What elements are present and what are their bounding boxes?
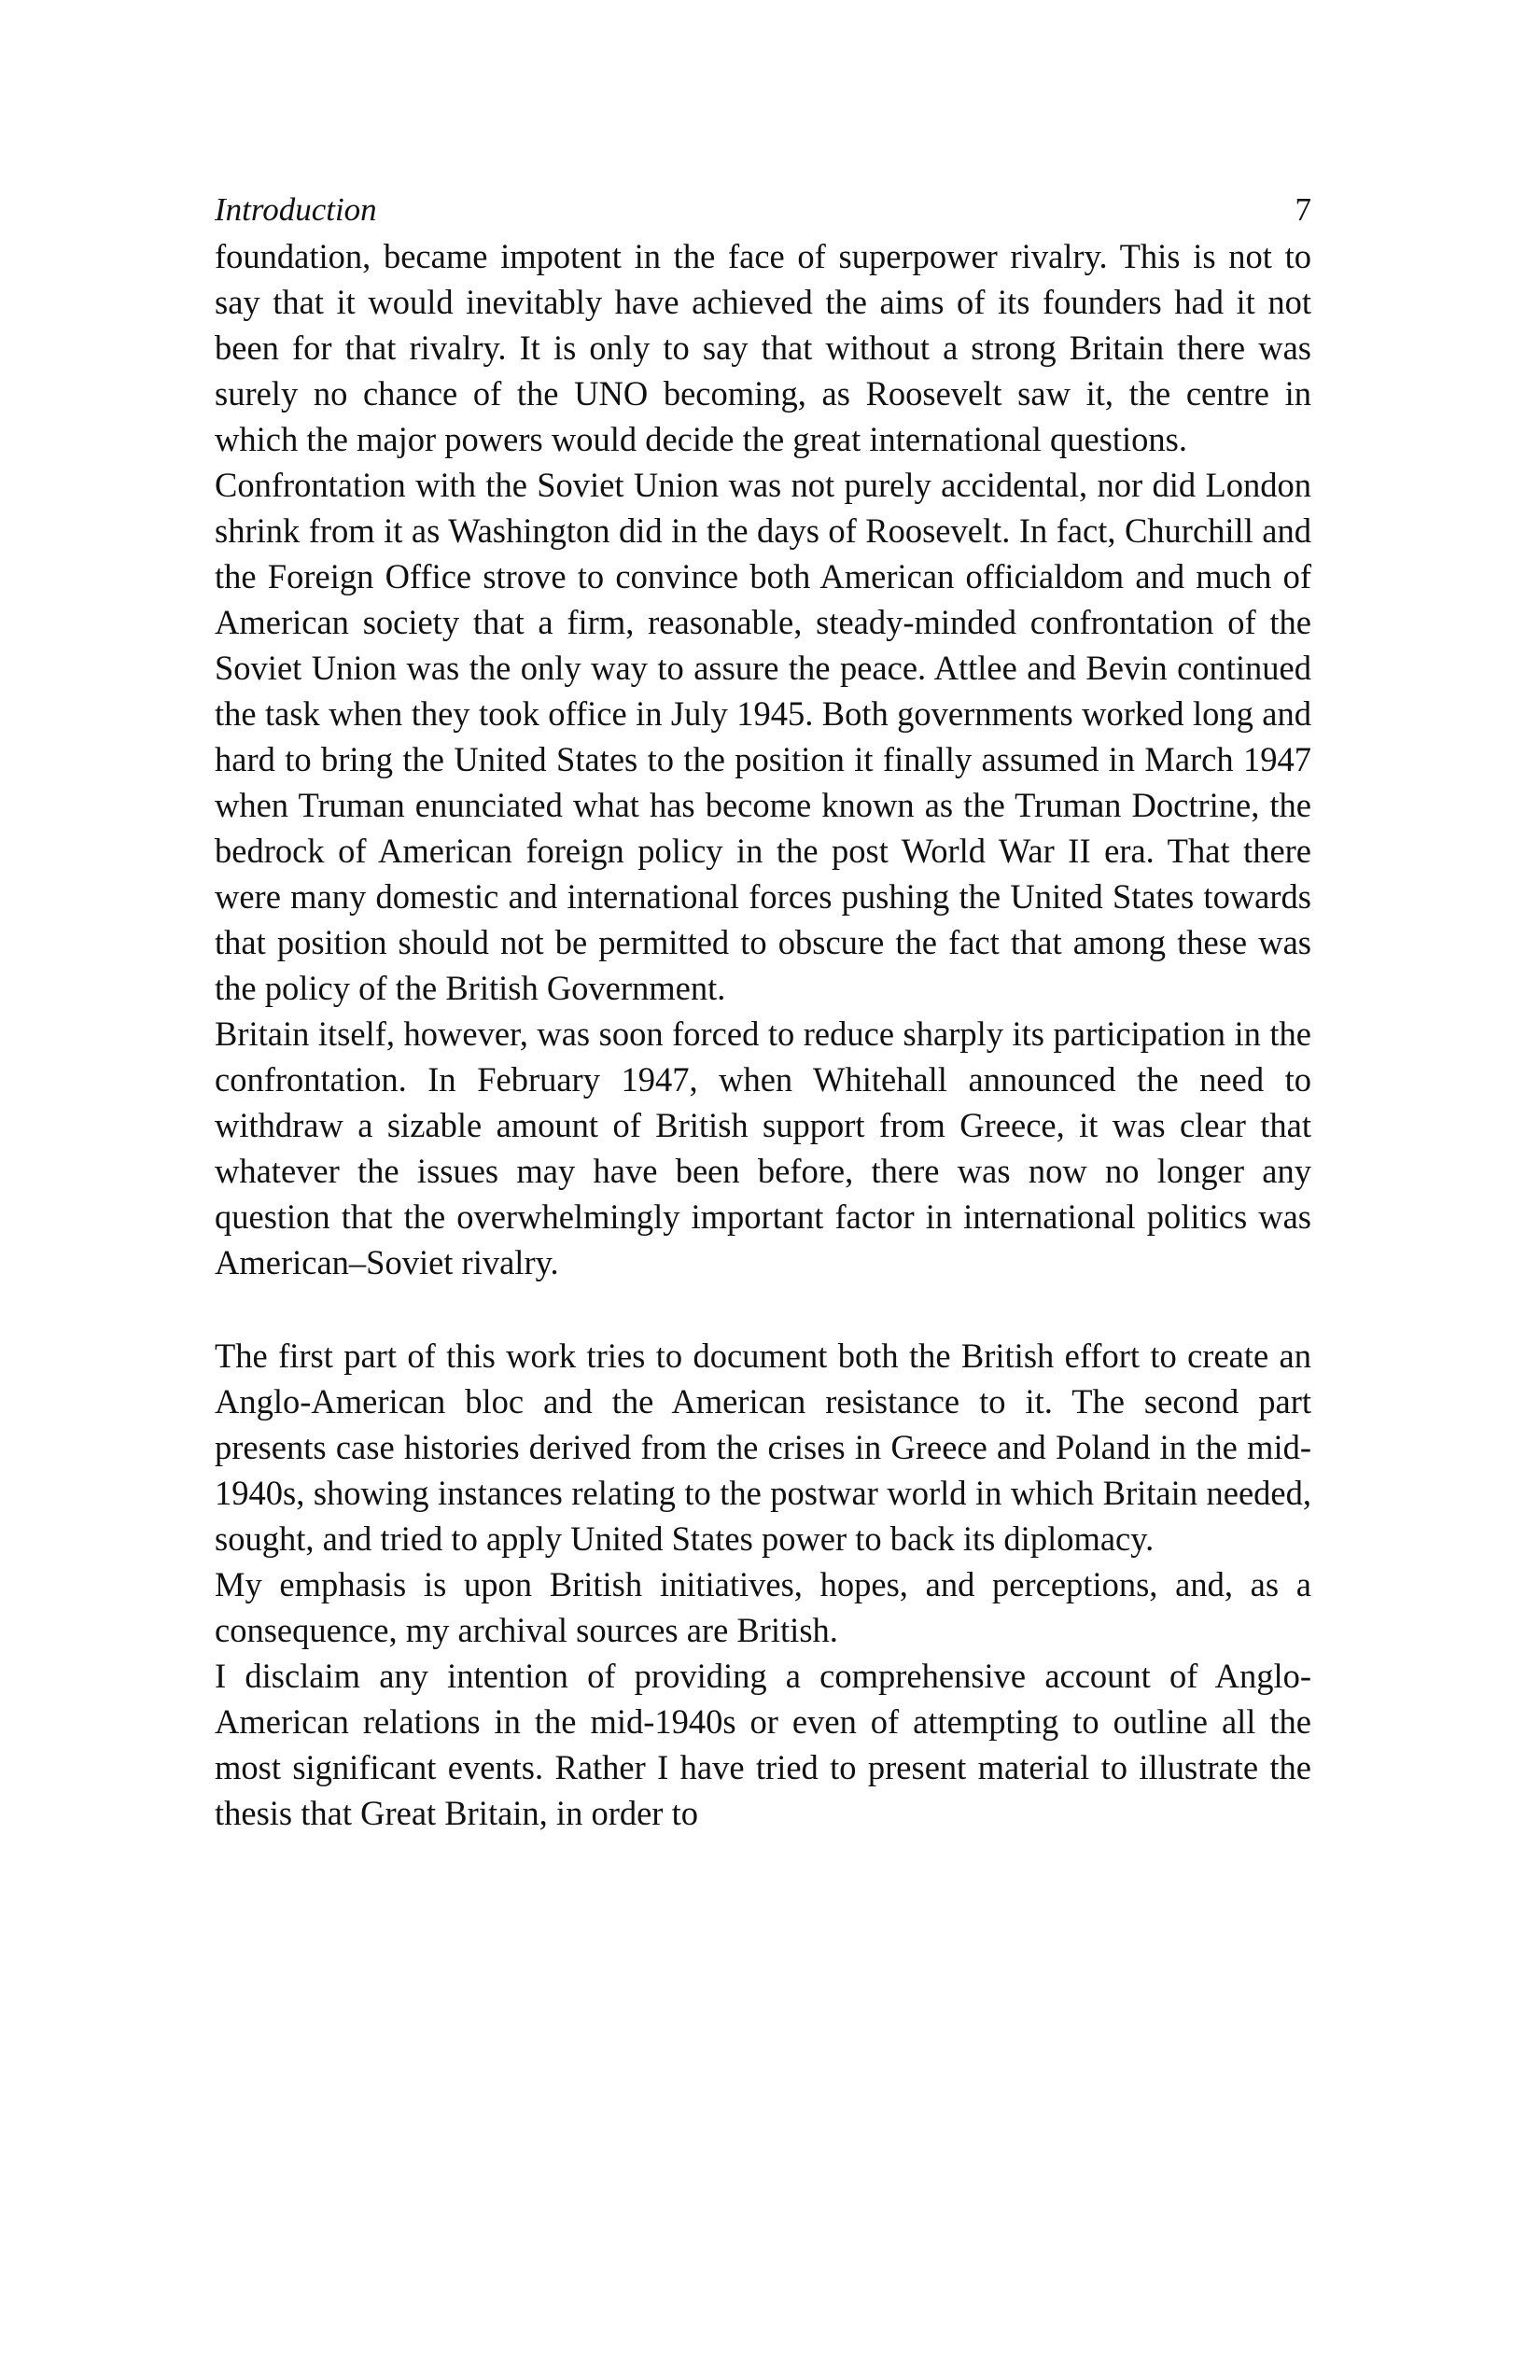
book-page bbox=[215, 187, 1311, 1836]
running-title: Introduction bbox=[215, 191, 377, 228]
paragraph-6: I disclaim any intention of providing a comprehensive account of Anglo-American relations in the mid-1940s or even of attempting to outline all the most significant events. Rather I have tried to present material to illustrate the thesis that Great Britain, in order to bbox=[215, 1657, 1311, 1832]
page-number: 7 bbox=[1295, 191, 1311, 228]
paragraph-4: The first part of this work tries to document both the British effort to create an Anglo-American bloc and the American resistance to it. The second part presents case histories derived from the crises in Greece and Poland in the mid-1940s, showing instances relating to the postwar world in which Britain needed, sought, and tried to apply United States power to back its diplomacy. bbox=[215, 1337, 1311, 1558]
body-text bbox=[215, 233, 1311, 1836]
running-head bbox=[215, 187, 1311, 233]
paragraph-2: Confrontation with the Soviet Union was not purely accidental, nor did London shrink from it as Washington did in the days of Roosevelt. In fact, Churchill and the Foreign Office strove to convince both American officialdom and much of American society that a firm, reasonable, steady-minded confrontation of the Soviet Union was the only way to assure the peace. Attlee and Bevin continued the task when they took office in July 1945. Both governments worked long and hard to bring the United States to the position it finally assumed in March 1947 when Truman enunciated what has become known as the Truman Doctrine, the bedrock of American foreign policy in the post World War II era. That there were many domestic and international forces pushing the United States towards that position should not be permitted to obscure the fact that among these was the policy of the British Government. bbox=[215, 466, 1311, 1007]
section-break bbox=[215, 1285, 1311, 1333]
paragraph-3: Britain itself, however, was soon forced to reduce sharply its participation in the confrontation. In February 1947, when Whitehall announced the need to withdraw a sizable amount of British support from Greece, it was clear that whatever the issues may have been before, there was now no longer any question that the overwhelmingly important factor in international politics was American–Soviet rivalry. bbox=[215, 1015, 1311, 1281]
paragraph-1: foundation, became impotent in the face of superpower rivalry. This is not to say that it would inevitably have achieved the aims of its founders had it not been for that rivalry. It is only to say that without a strong Britain there was surely no chance of the UNO becoming, as Roosevelt saw it, the centre in which the major powers would decide the great international questions. bbox=[215, 237, 1311, 458]
paragraph-5: My emphasis is upon British initiatives, hopes, and perceptions, and, as a consequence, my archival sources are British. bbox=[215, 1565, 1311, 1649]
